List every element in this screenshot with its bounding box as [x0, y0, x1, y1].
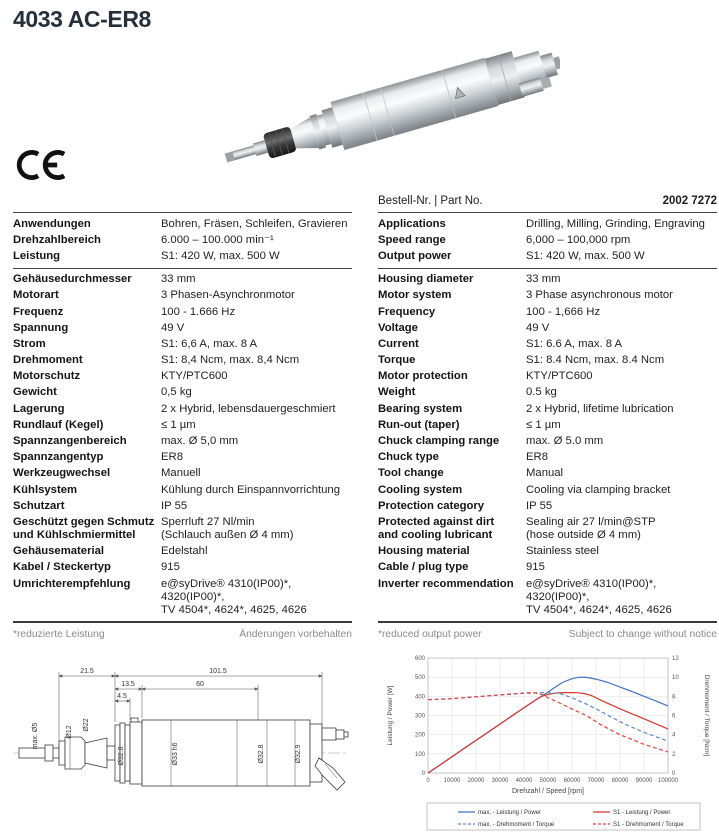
spec-value	[526, 545, 717, 558]
text-line: S1: 8.4 Ncm, max. 8.4 Ncm	[526, 354, 665, 367]
x-tick-label: 40000	[515, 778, 533, 784]
spec-label	[378, 516, 526, 542]
spec-label	[13, 516, 161, 542]
spec-label	[13, 273, 161, 286]
text-line: 33 mm	[526, 273, 561, 286]
spec-value	[526, 578, 717, 617]
spec-value	[161, 218, 352, 231]
text-line: Housing material	[378, 545, 470, 558]
spec-value	[526, 273, 717, 286]
text-line: Sealing air 27 l/min@STP	[526, 515, 656, 528]
spec-row	[13, 353, 352, 369]
spec-value	[526, 289, 717, 302]
spec-value	[161, 338, 352, 351]
spec-row	[13, 514, 352, 543]
text-line: and cooling lubricant	[378, 528, 493, 541]
spindle-body	[331, 58, 499, 150]
text-line: Motorschutz	[13, 370, 81, 383]
text-line: 915	[161, 561, 180, 574]
text-line: 915	[526, 561, 545, 574]
part-number-value: 2002 7272	[662, 195, 717, 207]
spec-row	[378, 482, 717, 498]
text-line: Drilling, Milling, Grinding, Engraving	[526, 217, 705, 230]
spec-label	[13, 289, 161, 302]
text-line: Run-out (taper)	[378, 418, 460, 431]
dimension-drawing	[11, 658, 351, 834]
spec-row	[13, 272, 352, 288]
x-tick-label: 30000	[491, 778, 509, 784]
y-left-tick-label: 400	[414, 694, 425, 701]
spec-row	[378, 450, 717, 466]
table-rule	[13, 621, 352, 623]
dim-label: 21.5	[80, 668, 94, 675]
spec-label	[13, 354, 161, 367]
spec-row	[13, 304, 352, 320]
spec-label	[13, 370, 161, 383]
spec-row	[378, 417, 717, 433]
spec-row	[13, 482, 352, 498]
text-line: und Kühlschmiermittel	[13, 528, 136, 541]
part-number-label: Bestell-Nr. | Part No.	[378, 195, 483, 207]
footnote-right: Änderungen vorbehalten	[239, 629, 352, 641]
text-line: 2 x Hybrid, lifetime lubrication	[526, 402, 674, 415]
spec-label	[378, 218, 526, 231]
page-title: 4033 AC-ER8	[13, 6, 151, 32]
spec-value	[526, 516, 717, 542]
legend-label: max. - Leistung / Power	[478, 810, 542, 816]
footnote-left: *reduzierte Leistung	[13, 629, 105, 641]
spec-label	[378, 500, 526, 513]
x-tick-label: 0	[426, 778, 430, 784]
spec-value	[526, 561, 717, 574]
text-line: Motorart	[13, 289, 59, 302]
spec-label	[378, 370, 526, 383]
spec-label	[378, 403, 526, 416]
dimension-drawing-svg	[11, 658, 351, 834]
spec-label	[378, 561, 526, 574]
text-line: 3 Phase asynchronous motor	[526, 289, 673, 302]
text-line: Tool change	[378, 467, 444, 480]
y-left-tick-label: 100	[414, 751, 425, 758]
spec-label	[378, 273, 526, 286]
spec-value	[161, 370, 352, 383]
spec-row	[13, 248, 352, 264]
y-left-tick-label: 0	[421, 771, 425, 777]
text-line: Bohren, Fräsen, Schleifen, Gravieren	[161, 217, 348, 230]
dia-label: Ø32.8	[118, 746, 125, 766]
text-line: Kühlsystem	[13, 483, 78, 496]
spec-value	[161, 386, 352, 399]
text-line: ≤ 1 µm	[161, 418, 196, 431]
text-line: Sperrluft 27 Nl/min	[161, 515, 255, 528]
spec-label	[378, 306, 526, 319]
text-line: Applications	[378, 217, 446, 230]
spec-label	[378, 234, 526, 247]
text-line: Protection category	[378, 499, 485, 512]
spec-label	[13, 467, 161, 480]
spec-value	[161, 484, 352, 497]
spec-value	[526, 218, 717, 231]
x-tick-label: 100000	[657, 778, 679, 784]
spec-value	[161, 403, 352, 416]
footnote-right: Subject to change without notice	[568, 629, 717, 641]
text-line: Anwendungen	[13, 217, 91, 230]
text-line: 0,5 kg	[161, 386, 192, 399]
spec-value	[161, 451, 352, 464]
x-tick-label: 80000	[611, 778, 629, 784]
text-line: IP 55	[161, 499, 188, 512]
spec-label	[13, 218, 161, 231]
spec-value	[526, 500, 717, 513]
spec-value	[161, 467, 352, 480]
spec-value	[161, 273, 352, 286]
y-right-tick-label: 8	[672, 694, 676, 701]
text-line: S1: 8,4 Ncm, max. 8,4 Ncm	[161, 354, 300, 367]
y-right-tick-label: 4	[672, 732, 676, 739]
text-line: Torque	[378, 354, 416, 367]
spec-row	[13, 320, 352, 336]
spec-value	[161, 500, 352, 513]
spec-label	[378, 322, 526, 335]
text-line: Speed range	[378, 233, 446, 246]
text-line: 0.5 kg	[526, 386, 557, 399]
text-line: Frequency	[378, 305, 436, 318]
text-line: Housing diameter	[378, 273, 474, 286]
spec-group	[378, 213, 717, 268]
spec-row	[13, 336, 352, 352]
dim-label: 101.5	[209, 668, 227, 675]
text-line: Gehäusedurchmesser	[13, 273, 132, 286]
spec-row	[13, 417, 352, 433]
text-line: Gehäusematerial	[13, 545, 105, 558]
spec-label	[13, 403, 161, 416]
text-line: max. Ø 5,0 mm	[161, 435, 239, 448]
text-line: Cooling system	[378, 483, 463, 496]
text-line: Werkzeugwechsel	[13, 467, 111, 480]
text-line: (hose outside Ø 4 mm)	[526, 528, 641, 541]
y-right-tick-label: 2	[672, 751, 676, 758]
text-line: ER8	[161, 451, 183, 464]
spec-label	[378, 545, 526, 558]
spec-value	[526, 419, 717, 432]
text-line: (Schlauch außen Ø 4 mm)	[161, 528, 294, 541]
spec-value	[526, 354, 717, 367]
spec-label	[13, 386, 161, 399]
spec-value	[526, 322, 717, 335]
spec-label	[378, 467, 526, 480]
text-line: 100 - 1.666 Hz	[161, 305, 236, 318]
dia-label: Ø33 h6	[172, 742, 179, 766]
spec-value	[161, 354, 352, 367]
text-line: KTY/PTC600	[161, 370, 228, 383]
text-line: Cable / plug type	[378, 561, 469, 574]
y-right-tick-label: 6	[672, 713, 676, 720]
y-left-tick-label: 500	[414, 675, 425, 682]
legend-label: max. - Drehmoment / Torque	[478, 822, 555, 828]
spec-value	[161, 289, 352, 302]
spec-group	[13, 213, 352, 268]
text-line: Manuell	[161, 467, 201, 480]
spec-row	[378, 216, 717, 232]
dim-label: 60	[196, 681, 204, 688]
spec-label	[13, 561, 161, 574]
spec-value	[161, 250, 352, 263]
text-line: max. Ø 5.0 mm	[526, 435, 604, 448]
spec-label	[13, 322, 161, 335]
spec-label	[13, 338, 161, 351]
text-line: Frequenz	[13, 305, 64, 318]
spec-table-german	[13, 212, 352, 641]
text-line: S1: 6,6 A, max. 8 A	[161, 337, 258, 350]
spec-value	[161, 234, 352, 247]
spec-group	[378, 269, 717, 622]
spec-label	[13, 484, 161, 497]
spec-value	[526, 484, 717, 497]
spec-value	[526, 370, 717, 383]
spec-row	[378, 336, 717, 352]
spec-row	[378, 304, 717, 320]
text-line: S1: 420 W, max. 500 W	[526, 249, 645, 262]
spec-value	[161, 516, 352, 542]
product-photo-svg	[208, 38, 560, 190]
dia-label: Ø22	[83, 718, 90, 732]
spec-row	[378, 514, 717, 543]
text-line: e@syDrive® 4310(IP00)*, 4320(IP00)*,	[526, 577, 657, 603]
spec-row	[13, 232, 352, 248]
text-line: Rundlauf (Kegel)	[13, 418, 104, 431]
y-right-tick-label: 10	[672, 675, 679, 682]
spec-row	[13, 560, 352, 576]
y-left-tick-label: 300	[414, 713, 425, 720]
spec-value	[526, 451, 717, 464]
spec-value	[526, 306, 717, 319]
text-line: Manual	[526, 467, 564, 480]
y-left-tick-label: 600	[414, 656, 425, 662]
dia-label: Ø32.8	[258, 744, 265, 764]
text-line: 6,000 – 100,000 rpm	[526, 233, 631, 246]
text-line: Spannung	[13, 321, 69, 334]
text-line: KTY/PTC600	[526, 370, 593, 383]
y-left-axis-title: Leistung / Power [W]	[387, 685, 394, 746]
spec-label	[378, 451, 526, 464]
spec-value	[161, 322, 352, 335]
spec-row	[378, 385, 717, 401]
spec-value	[526, 234, 717, 247]
x-tick-label: 20000	[467, 778, 485, 784]
x-tick-label: 10000	[443, 778, 461, 784]
text-line: Kühlung durch Einspannvorrichtung	[161, 483, 340, 496]
text-line: 33 mm	[161, 273, 196, 286]
spec-value	[526, 467, 717, 480]
spec-label	[13, 234, 161, 247]
footnotes	[378, 628, 717, 641]
spec-label	[378, 578, 526, 617]
text-line: Current	[378, 337, 419, 350]
text-line: Drehmoment	[13, 354, 83, 367]
spec-row	[378, 560, 717, 576]
text-line: TV 4504*, 4624*, 4625, 4626	[526, 603, 672, 616]
spec-label	[13, 500, 161, 513]
spec-label	[13, 435, 161, 448]
spec-label	[378, 419, 526, 432]
spec-row	[13, 288, 352, 304]
x-tick-label: 90000	[635, 778, 653, 784]
spec-label	[378, 386, 526, 399]
x-axis-title: Drehzahl / Speed [rpm]	[512, 788, 584, 795]
text-line: Leistung	[13, 249, 61, 262]
spec-row	[13, 466, 352, 482]
spec-label	[13, 306, 161, 319]
ce-mark-icon	[13, 146, 65, 184]
spec-value	[161, 545, 352, 558]
text-line: Strom	[13, 337, 46, 350]
spec-label	[378, 250, 526, 263]
spec-label	[378, 338, 526, 351]
spec-row	[13, 544, 352, 560]
spec-row	[378, 288, 717, 304]
spec-row	[378, 272, 717, 288]
spec-label	[13, 578, 161, 617]
spec-value	[526, 250, 717, 263]
text-line: Motor system	[378, 289, 452, 302]
text-line: Edelstahl	[161, 545, 208, 558]
spec-table-english	[378, 212, 717, 641]
spec-row	[378, 433, 717, 449]
spec-row	[378, 498, 717, 514]
text-line: Umrichterempfehlung	[13, 577, 131, 590]
text-line: 2 x Hybrid, lebensdauergeschmiert	[161, 402, 336, 415]
text-line: IP 55	[526, 499, 553, 512]
spec-label	[378, 435, 526, 448]
dim-label: 13.5	[121, 681, 135, 688]
spec-value	[161, 306, 352, 319]
spec-label	[13, 545, 161, 558]
x-tick-label: 60000	[563, 778, 581, 784]
spec-row	[378, 248, 717, 264]
text-line: S1: 420 W, max. 500 W	[161, 249, 280, 262]
dia-label: max. Ø5	[32, 722, 39, 750]
text-line: 3 Phasen-Asynchronmotor	[161, 289, 295, 302]
spec-value	[161, 435, 352, 448]
spec-value	[161, 578, 352, 617]
text-line: Spannzangentyp	[13, 451, 104, 464]
text-line: Chuck type	[378, 451, 439, 464]
footnotes	[13, 628, 352, 641]
spec-row	[13, 576, 352, 618]
text-line: S1: 6.6 A, max. 8 A	[526, 337, 623, 350]
spec-row	[13, 498, 352, 514]
text-line: e@syDrive® 4310(IP00)*, 4320(IP00)*,	[161, 577, 292, 603]
spec-row	[13, 401, 352, 417]
text-line: 49 V	[526, 321, 550, 334]
spec-value	[526, 386, 717, 399]
text-line: 100 - 1,666 Hz	[526, 305, 601, 318]
spec-row	[378, 369, 717, 385]
spec-row	[378, 576, 717, 618]
text-line: TV 4504*, 4624*, 4625, 4626	[161, 603, 307, 616]
text-line: Geschützt gegen Schmutz	[13, 515, 155, 528]
performance-chart	[380, 650, 719, 837]
x-tick-label: 50000	[539, 778, 557, 784]
spec-row	[13, 369, 352, 385]
spec-row	[378, 353, 717, 369]
legend-label: S1 - Leistung / Power	[613, 810, 671, 816]
text-line: Output power	[378, 249, 452, 262]
text-line: ER8	[526, 451, 548, 464]
spec-row	[13, 433, 352, 449]
spindle-assembly	[219, 38, 560, 182]
text-line: ≤ 1 µm	[526, 418, 561, 431]
spec-value	[526, 435, 717, 448]
spec-row	[378, 232, 717, 248]
spec-row	[378, 466, 717, 482]
legend-label: S1 - Drehmoment / Torque	[613, 822, 684, 828]
text-line: Cooling via clamping bracket	[526, 483, 671, 496]
dim-label: 4.5	[117, 693, 127, 700]
performance-chart-svg	[380, 650, 719, 837]
spec-row	[378, 544, 717, 560]
text-line: Schutzart	[13, 499, 65, 512]
text-line: Lagerung	[13, 402, 65, 415]
text-line: Motor protection	[378, 370, 468, 383]
text-line: Stainless steel	[526, 545, 599, 558]
footnote-left: *reduced output power	[378, 629, 482, 641]
text-line: Inverter recommendation	[378, 577, 514, 590]
spec-group	[13, 269, 352, 622]
text-line: 6.000 – 100.000 min⁻¹	[161, 233, 274, 246]
y-left-tick-label: 200	[414, 732, 425, 739]
dia-label: Ø32.9	[295, 744, 302, 764]
text-line: 49 V	[161, 321, 185, 334]
dia-label: Ø12	[66, 725, 73, 739]
spec-value	[526, 338, 717, 351]
y-right-tick-label: 12	[672, 656, 679, 662]
spec-value	[161, 561, 352, 574]
text-line: Spannzangenbereich	[13, 435, 127, 448]
spec-row	[13, 385, 352, 401]
text-line: Voltage	[378, 321, 418, 334]
text-line: Bearing system	[378, 402, 463, 415]
spec-label	[13, 451, 161, 464]
text-line: Protected against dirt	[378, 515, 495, 528]
y-right-axis-title: Drehmoment / Torque [Ncm]	[703, 674, 710, 757]
x-tick-label: 70000	[587, 778, 605, 784]
spec-label	[378, 484, 526, 497]
spec-label	[378, 289, 526, 302]
y-right-tick-label: 0	[672, 771, 676, 777]
text-line: Gewicht	[13, 386, 57, 399]
spec-row	[378, 401, 717, 417]
spec-row	[13, 216, 352, 232]
spec-label	[13, 250, 161, 263]
spec-label	[13, 419, 161, 432]
spec-row	[378, 320, 717, 336]
spec-value	[526, 403, 717, 416]
spec-row	[13, 450, 352, 466]
part-number-header	[378, 195, 717, 207]
spec-value	[161, 419, 352, 432]
text-line: Chuck clamping range	[378, 435, 500, 448]
table-rule	[378, 621, 717, 623]
spec-label	[378, 354, 526, 367]
product-photo	[208, 38, 560, 190]
text-line: Kabel / Steckertyp	[13, 561, 111, 574]
text-line: Drehzahlbereich	[13, 233, 101, 246]
text-line: Weight	[378, 386, 416, 399]
